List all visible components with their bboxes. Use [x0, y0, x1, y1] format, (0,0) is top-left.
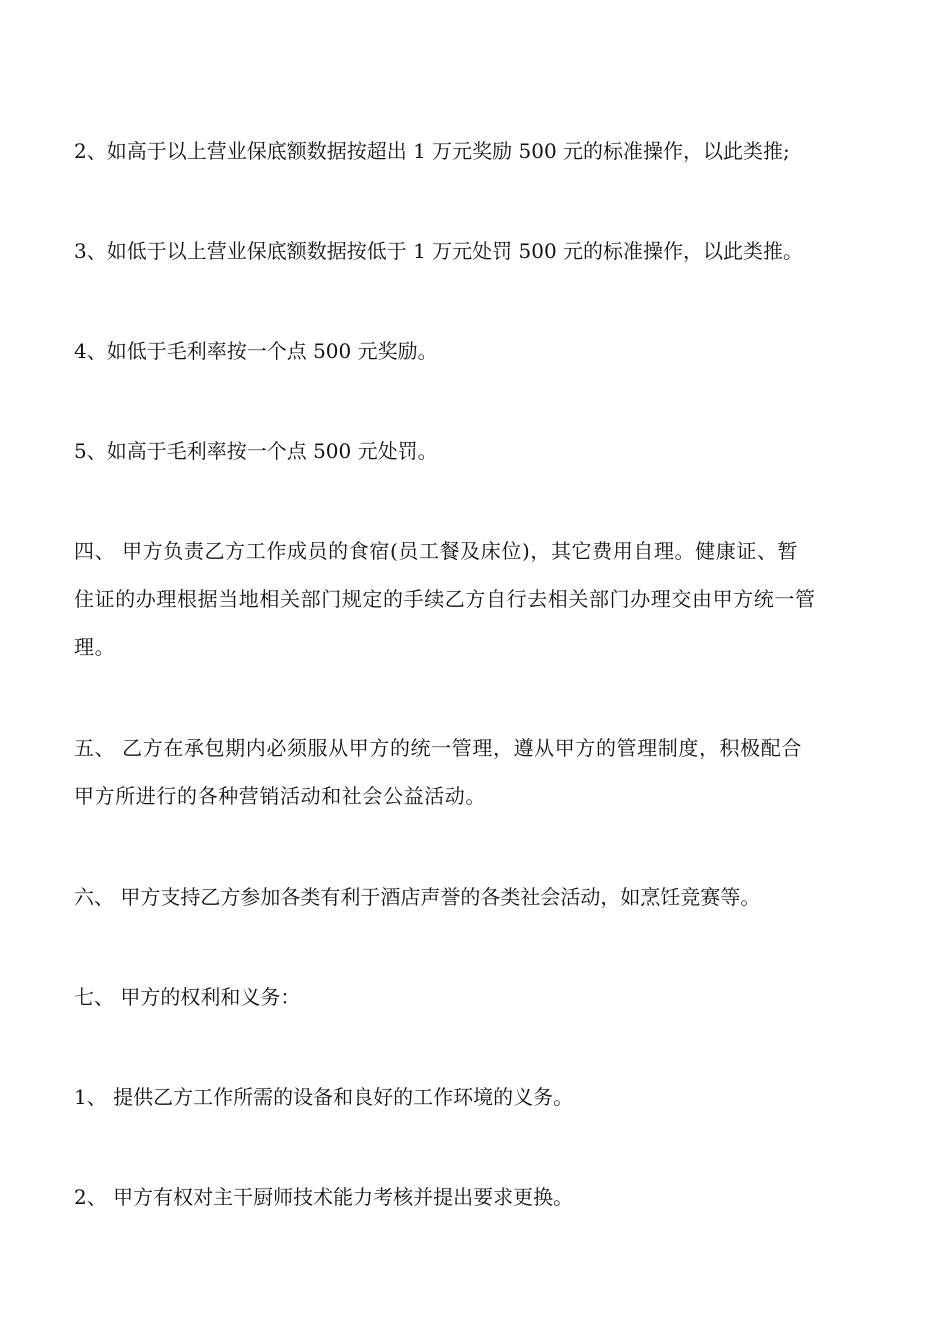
section-4-line-2: 住证的办理根据当地相关部门规定的手续乙方自行去相关部门办理交由甲方统一管: [74, 587, 816, 611]
section-7-heading: 七、 甲方的权利和义务：: [74, 985, 301, 1009]
section-5-line-2: 甲方所进行的各种营销活动和社会公益活动。: [74, 784, 486, 808]
clause-item-4: 4、如低于毛利率按一个点 500 元奖励。: [74, 339, 438, 363]
clause-item-3: 3、如低于以上营业保底额数据按低于 1 万元处罚 500 元的标准操作，以此类推。: [74, 239, 804, 263]
section-4-line-1: 四、 甲方负责乙方工作成员的食宿(员工餐及床位)，其它费用自理。健康证、暂: [74, 539, 799, 563]
section-4-line-3: 理。: [74, 635, 116, 659]
clause-item-2: 2、如高于以上营业保底额数据按超出 1 万元奖励 500 元的标准操作，以此类推;: [74, 139, 790, 163]
section-6-paragraph: 六、 甲方支持乙方参加各类有利于酒店声誉的各类社会活动，如烹饪竞赛等。: [74, 885, 761, 909]
section-7-item-1: 1、 提供乙方工作所需的设备和良好的工作环境的义务。: [74, 1085, 574, 1109]
section-5-line-1: 五、 乙方在承包期内必须服从甲方的统一管理，遵从甲方的管理制度，积极配合: [74, 736, 802, 760]
section-7-item-2: 2、 甲方有权对主干厨师技术能力考核并提出要求更换。: [74, 1185, 574, 1209]
clause-item-5: 5、如高于毛利率按一个点 500 元处罚。: [74, 439, 438, 463]
section-4-paragraph: [74, 527, 884, 671]
section-5-paragraph: [74, 724, 884, 820]
